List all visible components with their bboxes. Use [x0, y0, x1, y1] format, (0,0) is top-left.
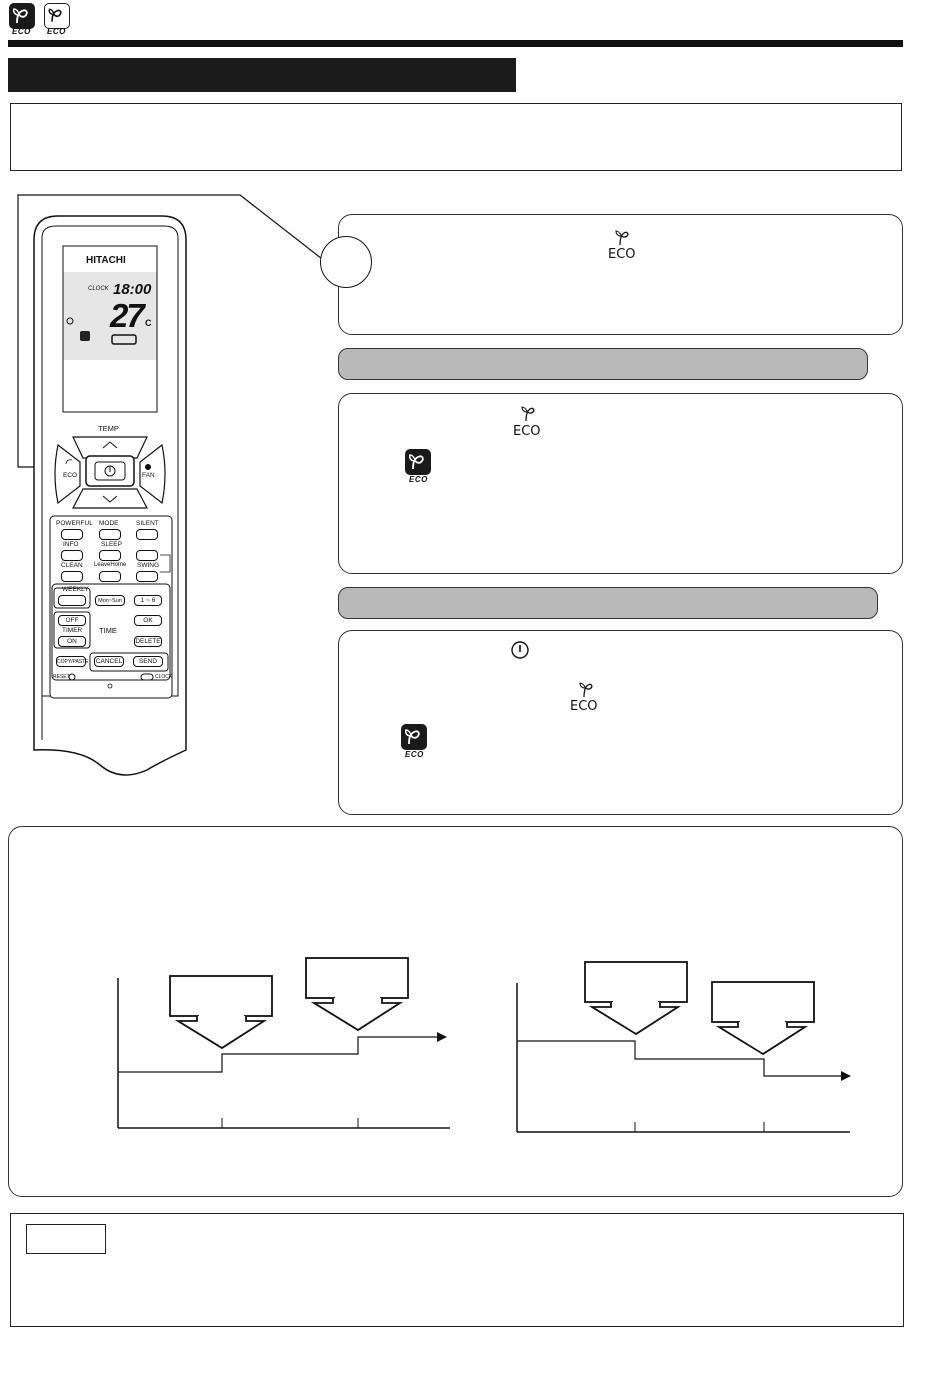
activate-icon-caption: ECO	[409, 475, 428, 484]
leave-home-button[interactable]	[99, 571, 121, 582]
off-button[interactable]: OFF	[58, 615, 86, 626]
on-button[interactable]: ON	[58, 636, 86, 647]
sleep-label: SLEEP	[101, 541, 122, 548]
power-button[interactable]	[86, 456, 134, 486]
step-number-circle	[320, 236, 372, 288]
section-bar-activate	[338, 348, 868, 380]
header-rule	[8, 40, 903, 47]
reset-label: RESET	[53, 674, 70, 680]
cancel-panel	[338, 630, 903, 815]
cancel-button[interactable]: CANCEL	[95, 658, 123, 665]
eco-small-button[interactable]	[136, 550, 158, 561]
section-bar-cancel	[338, 587, 878, 619]
eco-leaf-icon	[578, 679, 596, 699]
swing-label: SWING	[137, 562, 160, 569]
lcd-clock-value: 18:00	[113, 281, 152, 298]
eco-icon-caption-1: ECO	[12, 27, 31, 36]
mode-button[interactable]	[99, 529, 121, 540]
leave-home-label: LeaveHome	[94, 562, 127, 568]
weekly-label: WEEKLY	[62, 586, 89, 593]
eco-display-icon	[401, 724, 427, 750]
silent-label: SILENT	[136, 520, 159, 527]
activate-eco-label: ECO	[513, 424, 541, 439]
info-button[interactable]	[61, 550, 83, 561]
eco-leaf-icon	[614, 227, 632, 247]
temp-label: TEMP	[98, 424, 119, 433]
power-icon	[510, 640, 530, 660]
eco-leaf-icon	[520, 403, 538, 423]
delete-button[interactable]: DELETE	[135, 638, 161, 645]
eco-mode-icon-outline	[44, 3, 70, 29]
info-label: INFO	[63, 541, 79, 548]
lcd-clock-label: CLOCK	[88, 286, 109, 292]
intro-text-box	[10, 103, 902, 171]
step-eco-label: ECO	[608, 247, 636, 262]
cancel-eco-label: ECO	[570, 699, 598, 714]
note-box	[10, 1213, 904, 1327]
weekly-button[interactable]	[58, 595, 86, 606]
section-title-bar	[8, 58, 516, 92]
time-label[interactable]: TIME	[99, 626, 117, 635]
temperature-step-up-diagram	[100, 950, 460, 1140]
send-button[interactable]: SEND	[133, 656, 163, 667]
lcd-temperature: 27	[110, 297, 143, 334]
sleep-button[interactable]	[99, 550, 121, 561]
note-label-box	[26, 1224, 106, 1254]
copy-paste-button[interactable]: COPY/PASTE	[56, 656, 86, 667]
powerful-label: POWERFUL	[56, 520, 93, 527]
powerful-button[interactable]	[61, 529, 83, 540]
cancel-icon-caption: ECO	[405, 750, 424, 759]
temp-up-button[interactable]	[83, 437, 137, 457]
fan-button[interactable]: FAN	[142, 472, 155, 479]
eco-mode-icon-filled	[9, 3, 35, 29]
one-six-button[interactable]: 1 ~ 6	[134, 595, 162, 606]
eco-icon-caption-2: ECO	[47, 27, 66, 36]
ok-button[interactable]: OK	[134, 615, 162, 626]
mode-label: MODE	[99, 520, 119, 527]
silent-button[interactable]	[136, 529, 158, 540]
temperature-step-down-diagram	[505, 955, 860, 1140]
mon-sun-button[interactable]: Mon~Sun	[95, 595, 125, 606]
eco-button[interactable]: ECO	[63, 472, 78, 479]
timer-label: TIMER	[62, 627, 83, 634]
remote-brand: HITACHI	[86, 255, 126, 266]
remote-controller-illustration	[0, 185, 330, 825]
lcd-unit: C	[145, 318, 152, 328]
eco-display-icon	[405, 449, 431, 475]
swing-button[interactable]	[136, 571, 158, 582]
clean-button[interactable]	[61, 571, 83, 582]
clean-label: CLEAN	[61, 562, 83, 569]
temp-down-button[interactable]	[83, 489, 137, 508]
clock-button-label: CLOCK	[155, 674, 173, 680]
